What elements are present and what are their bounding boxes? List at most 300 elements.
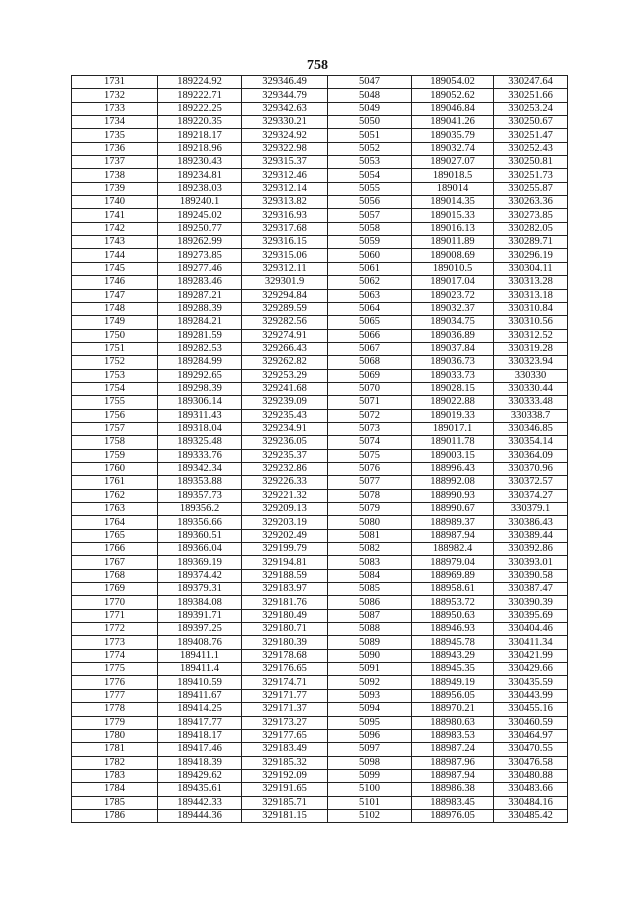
x-coordinate-left-cell: 189282.53 bbox=[158, 342, 242, 355]
table-row bbox=[72, 569, 568, 582]
y-coordinate-right-cell: 330364.09 bbox=[494, 449, 568, 462]
x-coordinate-left-cell: 189287.21 bbox=[158, 289, 242, 302]
table-row bbox=[72, 222, 568, 235]
point-number-right-cell: 5096 bbox=[328, 729, 412, 742]
y-coordinate-right-cell: 330374.27 bbox=[494, 489, 568, 502]
y-coordinate-right-cell: 330387.47 bbox=[494, 583, 568, 596]
y-coordinate-left-cell: 329241.68 bbox=[242, 382, 328, 395]
point-number-left-cell: 1764 bbox=[72, 516, 158, 529]
x-coordinate-left-cell: 189342.34 bbox=[158, 462, 242, 475]
point-number-left-cell: 1754 bbox=[72, 382, 158, 395]
point-number-left-cell: 1780 bbox=[72, 729, 158, 742]
x-coordinate-right-cell: 189028.15 bbox=[412, 382, 494, 395]
table-row bbox=[72, 676, 568, 689]
x-coordinate-right-cell: 188992.08 bbox=[412, 476, 494, 489]
table-row bbox=[72, 462, 568, 475]
y-coordinate-left-cell: 329274.91 bbox=[242, 329, 328, 342]
x-coordinate-right-cell: 188950.63 bbox=[412, 609, 494, 622]
x-coordinate-left-cell: 189298.39 bbox=[158, 382, 242, 395]
table-row bbox=[72, 716, 568, 729]
x-coordinate-left-cell: 189444.36 bbox=[158, 809, 242, 822]
point-number-left-cell: 1760 bbox=[72, 462, 158, 475]
point-number-left-cell: 1753 bbox=[72, 369, 158, 382]
table-row bbox=[72, 236, 568, 249]
table-row bbox=[72, 596, 568, 609]
x-coordinate-left-cell: 189357.73 bbox=[158, 489, 242, 502]
table-row bbox=[72, 543, 568, 556]
y-coordinate-right-cell: 330411.34 bbox=[494, 636, 568, 649]
table-row bbox=[72, 302, 568, 315]
point-number-left-cell: 1772 bbox=[72, 623, 158, 636]
y-coordinate-right-cell: 330310.56 bbox=[494, 316, 568, 329]
point-number-right-cell: 5083 bbox=[328, 556, 412, 569]
x-coordinate-right-cell: 188987.24 bbox=[412, 743, 494, 756]
x-coordinate-left-cell: 189283.46 bbox=[158, 276, 242, 289]
table-row bbox=[72, 516, 568, 529]
y-coordinate-right-cell: 330435.59 bbox=[494, 676, 568, 689]
x-coordinate-left-cell: 189222.25 bbox=[158, 102, 242, 115]
table-row bbox=[72, 689, 568, 702]
y-coordinate-right-cell: 330470.55 bbox=[494, 743, 568, 756]
point-number-left-cell: 1783 bbox=[72, 769, 158, 782]
y-coordinate-right-cell: 330393.01 bbox=[494, 556, 568, 569]
x-coordinate-right-cell: 189054.02 bbox=[412, 76, 494, 89]
x-coordinate-left-cell: 189325.48 bbox=[158, 436, 242, 449]
y-coordinate-right-cell: 330390.39 bbox=[494, 596, 568, 609]
table-row bbox=[72, 89, 568, 102]
y-coordinate-right-cell: 330480.88 bbox=[494, 769, 568, 782]
point-number-right-cell: 5097 bbox=[328, 743, 412, 756]
point-number-right-cell: 5073 bbox=[328, 422, 412, 435]
y-coordinate-left-cell: 329342.63 bbox=[242, 102, 328, 115]
point-number-left-cell: 1731 bbox=[72, 76, 158, 89]
x-coordinate-left-cell: 189369.19 bbox=[158, 556, 242, 569]
x-coordinate-right-cell: 189034.75 bbox=[412, 316, 494, 329]
y-coordinate-right-cell: 330421.99 bbox=[494, 649, 568, 662]
point-number-right-cell: 5100 bbox=[328, 783, 412, 796]
y-coordinate-left-cell: 329177.65 bbox=[242, 729, 328, 742]
y-coordinate-right-cell: 330247.64 bbox=[494, 76, 568, 89]
y-coordinate-left-cell: 329294.84 bbox=[242, 289, 328, 302]
point-number-right-cell: 5052 bbox=[328, 142, 412, 155]
point-number-left-cell: 1749 bbox=[72, 316, 158, 329]
table-row bbox=[72, 276, 568, 289]
point-number-right-cell: 5091 bbox=[328, 663, 412, 676]
table-row bbox=[72, 809, 568, 822]
y-coordinate-right-cell: 330282.05 bbox=[494, 222, 568, 235]
point-number-right-cell: 5076 bbox=[328, 462, 412, 475]
y-coordinate-right-cell: 330330 bbox=[494, 369, 568, 382]
y-coordinate-right-cell: 330386.43 bbox=[494, 516, 568, 529]
point-number-left-cell: 1769 bbox=[72, 583, 158, 596]
y-coordinate-right-cell: 330296.19 bbox=[494, 249, 568, 262]
point-number-right-cell: 5077 bbox=[328, 476, 412, 489]
point-number-left-cell: 1755 bbox=[72, 396, 158, 409]
point-number-right-cell: 5064 bbox=[328, 302, 412, 315]
y-coordinate-left-cell: 329209.13 bbox=[242, 503, 328, 516]
x-coordinate-left-cell: 189284.99 bbox=[158, 356, 242, 369]
x-coordinate-right-cell: 189032.37 bbox=[412, 302, 494, 315]
x-coordinate-right-cell: 188945.35 bbox=[412, 663, 494, 676]
x-coordinate-left-cell: 189360.51 bbox=[158, 529, 242, 542]
x-coordinate-right-cell: 188982.4 bbox=[412, 543, 494, 556]
x-coordinate-right-cell: 189010.5 bbox=[412, 262, 494, 275]
x-coordinate-right-cell: 189014.35 bbox=[412, 196, 494, 209]
point-number-right-cell: 5098 bbox=[328, 756, 412, 769]
y-coordinate-right-cell: 330273.85 bbox=[494, 209, 568, 222]
y-coordinate-right-cell: 330251.47 bbox=[494, 129, 568, 142]
y-coordinate-left-cell: 329235.43 bbox=[242, 409, 328, 422]
x-coordinate-left-cell: 189418.17 bbox=[158, 729, 242, 742]
x-coordinate-left-cell: 189356.2 bbox=[158, 503, 242, 516]
point-number-right-cell: 5057 bbox=[328, 209, 412, 222]
point-number-left-cell: 1732 bbox=[72, 89, 158, 102]
table-row bbox=[72, 76, 568, 89]
y-coordinate-right-cell: 330312.52 bbox=[494, 329, 568, 342]
y-coordinate-right-cell: 330346.85 bbox=[494, 422, 568, 435]
point-number-right-cell: 5066 bbox=[328, 329, 412, 342]
page-number: 758 bbox=[307, 58, 328, 73]
point-number-left-cell: 1775 bbox=[72, 663, 158, 676]
y-coordinate-left-cell: 329185.32 bbox=[242, 756, 328, 769]
y-coordinate-right-cell: 330255.87 bbox=[494, 182, 568, 195]
point-number-left-cell: 1762 bbox=[72, 489, 158, 502]
table-row bbox=[72, 796, 568, 809]
point-number-right-cell: 5060 bbox=[328, 249, 412, 262]
point-number-left-cell: 1740 bbox=[72, 196, 158, 209]
x-coordinate-left-cell: 189218.96 bbox=[158, 142, 242, 155]
point-number-right-cell: 5062 bbox=[328, 276, 412, 289]
point-number-left-cell: 1743 bbox=[72, 236, 158, 249]
point-number-right-cell: 5051 bbox=[328, 129, 412, 142]
x-coordinate-right-cell: 189041.26 bbox=[412, 116, 494, 129]
x-coordinate-left-cell: 189417.46 bbox=[158, 743, 242, 756]
y-coordinate-right-cell: 330253.24 bbox=[494, 102, 568, 115]
table-row bbox=[72, 156, 568, 169]
y-coordinate-left-cell: 329178.68 bbox=[242, 649, 328, 662]
y-coordinate-right-cell: 330485.42 bbox=[494, 809, 568, 822]
y-coordinate-left-cell: 329317.68 bbox=[242, 222, 328, 235]
x-coordinate-right-cell: 189011.78 bbox=[412, 436, 494, 449]
y-coordinate-left-cell: 329313.82 bbox=[242, 196, 328, 209]
y-coordinate-right-cell: 330390.58 bbox=[494, 569, 568, 582]
y-coordinate-left-cell: 329266.43 bbox=[242, 342, 328, 355]
x-coordinate-left-cell: 189411.4 bbox=[158, 663, 242, 676]
point-number-left-cell: 1741 bbox=[72, 209, 158, 222]
x-coordinate-left-cell: 189379.31 bbox=[158, 583, 242, 596]
x-coordinate-right-cell: 188990.93 bbox=[412, 489, 494, 502]
point-number-left-cell: 1734 bbox=[72, 116, 158, 129]
point-number-right-cell: 5080 bbox=[328, 516, 412, 529]
table-row bbox=[72, 636, 568, 649]
point-number-left-cell: 1756 bbox=[72, 409, 158, 422]
point-number-left-cell: 1782 bbox=[72, 756, 158, 769]
table-row bbox=[72, 182, 568, 195]
point-number-left-cell: 1776 bbox=[72, 676, 158, 689]
table-row bbox=[72, 116, 568, 129]
x-coordinate-right-cell: 188969.89 bbox=[412, 569, 494, 582]
x-coordinate-right-cell: 189035.79 bbox=[412, 129, 494, 142]
point-number-right-cell: 5093 bbox=[328, 689, 412, 702]
x-coordinate-left-cell: 189429.62 bbox=[158, 769, 242, 782]
y-coordinate-left-cell: 329316.15 bbox=[242, 236, 328, 249]
table-row bbox=[72, 396, 568, 409]
x-coordinate-left-cell: 189220.35 bbox=[158, 116, 242, 129]
point-number-right-cell: 5049 bbox=[328, 102, 412, 115]
y-coordinate-right-cell: 330354.14 bbox=[494, 436, 568, 449]
table-row bbox=[72, 196, 568, 209]
x-coordinate-right-cell: 188980.63 bbox=[412, 716, 494, 729]
x-coordinate-left-cell: 189238.03 bbox=[158, 182, 242, 195]
x-coordinate-left-cell: 189306.14 bbox=[158, 396, 242, 409]
x-coordinate-left-cell: 189230.43 bbox=[158, 156, 242, 169]
point-number-left-cell: 1747 bbox=[72, 289, 158, 302]
table-row bbox=[72, 783, 568, 796]
x-coordinate-right-cell: 188958.61 bbox=[412, 583, 494, 596]
x-coordinate-right-cell: 189008.69 bbox=[412, 249, 494, 262]
x-coordinate-right-cell: 188956.05 bbox=[412, 689, 494, 702]
x-coordinate-left-cell: 189411.67 bbox=[158, 689, 242, 702]
x-coordinate-left-cell: 189411.1 bbox=[158, 649, 242, 662]
y-coordinate-left-cell: 329173.27 bbox=[242, 716, 328, 729]
point-number-left-cell: 1777 bbox=[72, 689, 158, 702]
point-number-right-cell: 5070 bbox=[328, 382, 412, 395]
point-number-right-cell: 5085 bbox=[328, 583, 412, 596]
x-coordinate-right-cell: 189036.89 bbox=[412, 329, 494, 342]
table-row bbox=[72, 129, 568, 142]
y-coordinate-left-cell: 329226.33 bbox=[242, 476, 328, 489]
point-number-left-cell: 1770 bbox=[72, 596, 158, 609]
y-coordinate-left-cell: 329174.71 bbox=[242, 676, 328, 689]
y-coordinate-left-cell: 329301.9 bbox=[242, 276, 328, 289]
point-number-right-cell: 5074 bbox=[328, 436, 412, 449]
y-coordinate-left-cell: 329236.05 bbox=[242, 436, 328, 449]
point-number-left-cell: 1750 bbox=[72, 329, 158, 342]
point-number-right-cell: 5081 bbox=[328, 529, 412, 542]
y-coordinate-right-cell: 330323.94 bbox=[494, 356, 568, 369]
point-number-left-cell: 1763 bbox=[72, 503, 158, 516]
y-coordinate-left-cell: 329221.32 bbox=[242, 489, 328, 502]
x-coordinate-left-cell: 189273.85 bbox=[158, 249, 242, 262]
x-coordinate-right-cell: 189017.1 bbox=[412, 422, 494, 435]
x-coordinate-right-cell: 188979.04 bbox=[412, 556, 494, 569]
x-coordinate-right-cell: 189014 bbox=[412, 182, 494, 195]
y-coordinate-left-cell: 329202.49 bbox=[242, 529, 328, 542]
x-coordinate-right-cell: 188945.78 bbox=[412, 636, 494, 649]
point-number-left-cell: 1748 bbox=[72, 302, 158, 315]
point-number-left-cell: 1759 bbox=[72, 449, 158, 462]
y-coordinate-right-cell: 330379.1 bbox=[494, 503, 568, 516]
x-coordinate-right-cell: 189052.62 bbox=[412, 89, 494, 102]
y-coordinate-left-cell: 329282.56 bbox=[242, 316, 328, 329]
table-row bbox=[72, 249, 568, 262]
x-coordinate-right-cell: 188989.37 bbox=[412, 516, 494, 529]
y-coordinate-right-cell: 330443.99 bbox=[494, 689, 568, 702]
y-coordinate-left-cell: 329188.59 bbox=[242, 569, 328, 582]
y-coordinate-left-cell: 329315.06 bbox=[242, 249, 328, 262]
point-number-left-cell: 1771 bbox=[72, 609, 158, 622]
x-coordinate-right-cell: 189018.5 bbox=[412, 169, 494, 182]
point-number-left-cell: 1784 bbox=[72, 783, 158, 796]
x-coordinate-right-cell: 189019.33 bbox=[412, 409, 494, 422]
x-coordinate-right-cell: 189003.15 bbox=[412, 449, 494, 462]
x-coordinate-right-cell: 189032.74 bbox=[412, 142, 494, 155]
y-coordinate-left-cell: 329322.98 bbox=[242, 142, 328, 155]
y-coordinate-left-cell: 329344.79 bbox=[242, 89, 328, 102]
y-coordinate-right-cell: 330310.84 bbox=[494, 302, 568, 315]
y-coordinate-left-cell: 329183.97 bbox=[242, 583, 328, 596]
x-coordinate-right-cell: 188976.05 bbox=[412, 809, 494, 822]
point-number-right-cell: 5079 bbox=[328, 503, 412, 516]
y-coordinate-left-cell: 329171.77 bbox=[242, 689, 328, 702]
point-number-right-cell: 5048 bbox=[328, 89, 412, 102]
table-row bbox=[72, 476, 568, 489]
y-coordinate-right-cell: 330395.69 bbox=[494, 609, 568, 622]
point-number-right-cell: 5101 bbox=[328, 796, 412, 809]
y-coordinate-right-cell: 330251.66 bbox=[494, 89, 568, 102]
y-coordinate-right-cell: 330392.86 bbox=[494, 543, 568, 556]
x-coordinate-left-cell: 189397.25 bbox=[158, 623, 242, 636]
table-row bbox=[72, 756, 568, 769]
point-number-right-cell: 5075 bbox=[328, 449, 412, 462]
y-coordinate-right-cell: 330389.44 bbox=[494, 529, 568, 542]
coordinates-table bbox=[71, 75, 568, 823]
x-coordinate-right-cell: 188986.38 bbox=[412, 783, 494, 796]
point-number-right-cell: 5069 bbox=[328, 369, 412, 382]
coordinates-table-body bbox=[72, 76, 568, 823]
point-number-right-cell: 5072 bbox=[328, 409, 412, 422]
x-coordinate-left-cell: 189218.17 bbox=[158, 129, 242, 142]
table-row bbox=[72, 609, 568, 622]
table-row bbox=[72, 449, 568, 462]
point-number-left-cell: 1739 bbox=[72, 182, 158, 195]
table-row bbox=[72, 316, 568, 329]
y-coordinate-right-cell: 330429.66 bbox=[494, 663, 568, 676]
x-coordinate-left-cell: 189353.88 bbox=[158, 476, 242, 489]
x-coordinate-left-cell: 189366.04 bbox=[158, 543, 242, 556]
point-number-right-cell: 5094 bbox=[328, 703, 412, 716]
x-coordinate-left-cell: 189240.1 bbox=[158, 196, 242, 209]
y-coordinate-right-cell: 330251.73 bbox=[494, 169, 568, 182]
y-coordinate-left-cell: 329330.21 bbox=[242, 116, 328, 129]
table-row bbox=[72, 422, 568, 435]
table-row bbox=[72, 623, 568, 636]
point-number-left-cell: 1786 bbox=[72, 809, 158, 822]
x-coordinate-left-cell: 189318.04 bbox=[158, 422, 242, 435]
table-row bbox=[72, 382, 568, 395]
x-coordinate-left-cell: 189311.43 bbox=[158, 409, 242, 422]
y-coordinate-right-cell: 330476.58 bbox=[494, 756, 568, 769]
y-coordinate-left-cell: 329203.19 bbox=[242, 516, 328, 529]
x-coordinate-left-cell: 189418.39 bbox=[158, 756, 242, 769]
point-number-left-cell: 1751 bbox=[72, 342, 158, 355]
x-coordinate-left-cell: 189234.81 bbox=[158, 169, 242, 182]
x-coordinate-right-cell: 188983.53 bbox=[412, 729, 494, 742]
table-row bbox=[72, 729, 568, 742]
x-coordinate-right-cell: 188946.93 bbox=[412, 623, 494, 636]
y-coordinate-right-cell: 330319.28 bbox=[494, 342, 568, 355]
x-coordinate-right-cell: 189011.89 bbox=[412, 236, 494, 249]
x-coordinate-right-cell: 188987.96 bbox=[412, 756, 494, 769]
point-number-left-cell: 1742 bbox=[72, 222, 158, 235]
table-row bbox=[72, 142, 568, 155]
y-coordinate-left-cell: 329312.11 bbox=[242, 262, 328, 275]
y-coordinate-left-cell: 329289.59 bbox=[242, 302, 328, 315]
x-coordinate-right-cell: 188990.67 bbox=[412, 503, 494, 516]
point-number-right-cell: 5058 bbox=[328, 222, 412, 235]
y-coordinate-left-cell: 329253.29 bbox=[242, 369, 328, 382]
table-row bbox=[72, 769, 568, 782]
point-number-right-cell: 5053 bbox=[328, 156, 412, 169]
table-row bbox=[72, 743, 568, 756]
point-number-left-cell: 1745 bbox=[72, 262, 158, 275]
x-coordinate-right-cell: 188949.19 bbox=[412, 676, 494, 689]
table-row bbox=[72, 583, 568, 596]
x-coordinate-right-cell: 189016.13 bbox=[412, 222, 494, 235]
y-coordinate-left-cell: 329262.82 bbox=[242, 356, 328, 369]
point-number-left-cell: 1778 bbox=[72, 703, 158, 716]
point-number-left-cell: 1738 bbox=[72, 169, 158, 182]
point-number-right-cell: 5054 bbox=[328, 169, 412, 182]
point-number-right-cell: 5099 bbox=[328, 769, 412, 782]
y-coordinate-right-cell: 330338.7 bbox=[494, 409, 568, 422]
point-number-left-cell: 1761 bbox=[72, 476, 158, 489]
x-coordinate-left-cell: 189414.25 bbox=[158, 703, 242, 716]
x-coordinate-left-cell: 189277.46 bbox=[158, 262, 242, 275]
table-row bbox=[72, 356, 568, 369]
y-coordinate-left-cell: 329185.71 bbox=[242, 796, 328, 809]
x-coordinate-right-cell: 189017.04 bbox=[412, 276, 494, 289]
table-row bbox=[72, 489, 568, 502]
y-coordinate-left-cell: 329316.93 bbox=[242, 209, 328, 222]
x-coordinate-left-cell: 189288.39 bbox=[158, 302, 242, 315]
point-number-right-cell: 5055 bbox=[328, 182, 412, 195]
point-number-right-cell: 5095 bbox=[328, 716, 412, 729]
table-row bbox=[72, 209, 568, 222]
x-coordinate-left-cell: 189410.59 bbox=[158, 676, 242, 689]
table-row bbox=[72, 409, 568, 422]
y-coordinate-right-cell: 330313.18 bbox=[494, 289, 568, 302]
x-coordinate-right-cell: 189015.33 bbox=[412, 209, 494, 222]
point-number-right-cell: 5090 bbox=[328, 649, 412, 662]
point-number-right-cell: 5050 bbox=[328, 116, 412, 129]
point-number-right-cell: 5082 bbox=[328, 543, 412, 556]
point-number-left-cell: 1752 bbox=[72, 356, 158, 369]
y-coordinate-left-cell: 329194.81 bbox=[242, 556, 328, 569]
point-number-right-cell: 5065 bbox=[328, 316, 412, 329]
x-coordinate-left-cell: 189281.59 bbox=[158, 329, 242, 342]
x-coordinate-left-cell: 189435.61 bbox=[158, 783, 242, 796]
y-coordinate-left-cell: 329312.14 bbox=[242, 182, 328, 195]
y-coordinate-left-cell: 329239.09 bbox=[242, 396, 328, 409]
x-coordinate-right-cell: 189046.84 bbox=[412, 102, 494, 115]
point-number-left-cell: 1766 bbox=[72, 543, 158, 556]
y-coordinate-right-cell: 330263.36 bbox=[494, 196, 568, 209]
point-number-left-cell: 1735 bbox=[72, 129, 158, 142]
point-number-left-cell: 1774 bbox=[72, 649, 158, 662]
table-row bbox=[72, 262, 568, 275]
x-coordinate-right-cell: 189023.72 bbox=[412, 289, 494, 302]
y-coordinate-right-cell: 330250.81 bbox=[494, 156, 568, 169]
x-coordinate-right-cell: 189033.73 bbox=[412, 369, 494, 382]
y-coordinate-right-cell: 330404.46 bbox=[494, 623, 568, 636]
point-number-left-cell: 1781 bbox=[72, 743, 158, 756]
table-row bbox=[72, 556, 568, 569]
point-number-right-cell: 5087 bbox=[328, 609, 412, 622]
x-coordinate-left-cell: 189384.08 bbox=[158, 596, 242, 609]
table-row bbox=[72, 169, 568, 182]
x-coordinate-left-cell: 189417.77 bbox=[158, 716, 242, 729]
